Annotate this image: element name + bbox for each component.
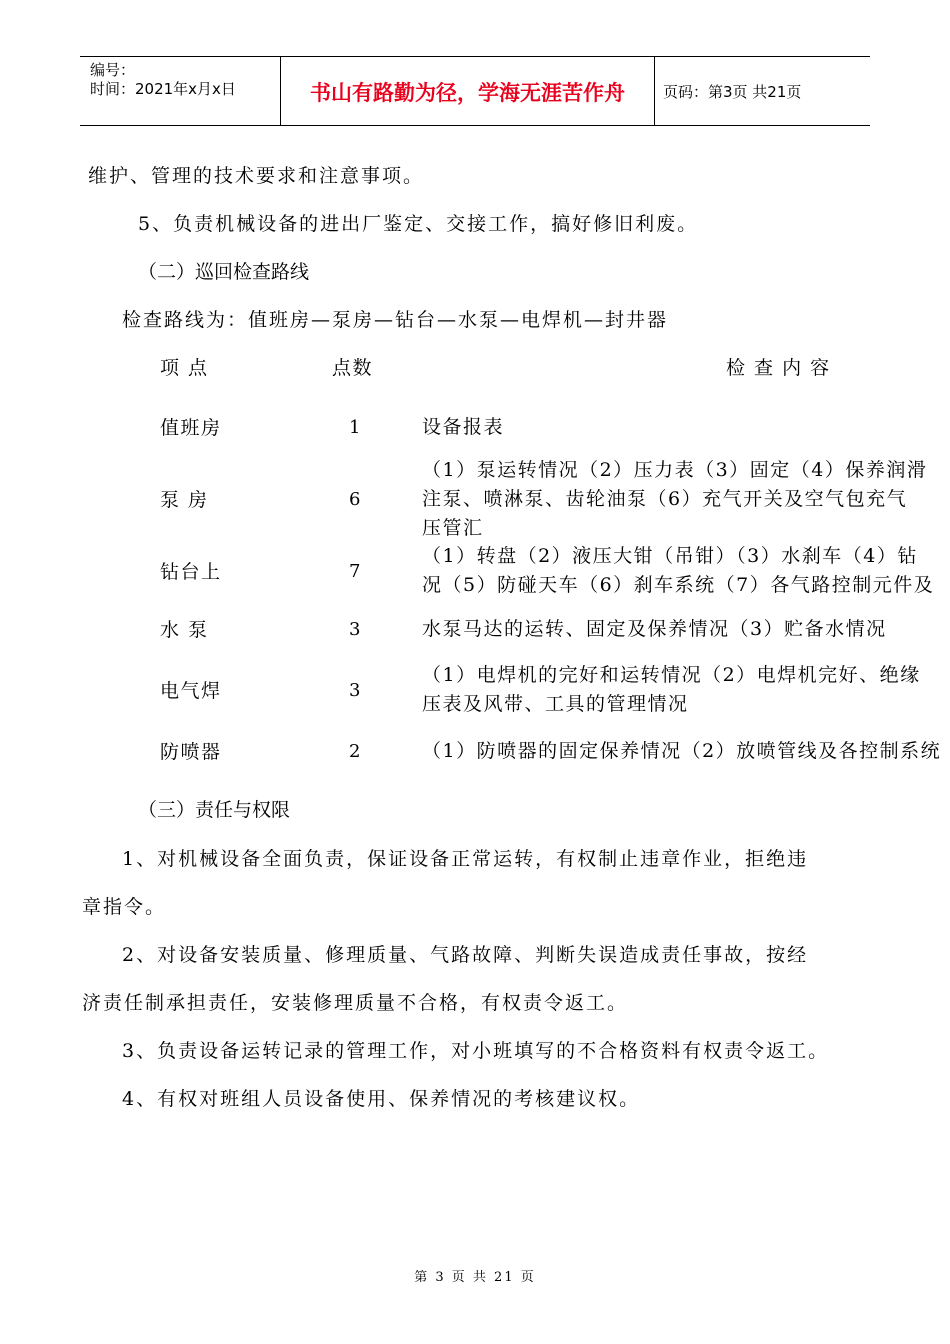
duty-item-5: 5、负责机械设备的进出厂鉴定、交接工作，搞好修旧利废。 [138,213,699,235]
responsibility-2-line1: 2、对设备安装质量、修理质量、气路故障、判断失误造成责任事故，按经 [122,944,809,966]
table-header-item: 项 点 [160,357,209,379]
table-header-content: 检 查 内 容 [726,357,831,379]
paragraph-continuation: 维护、管理的技术要求和注意事项。 [88,165,425,187]
row-count: 7 [349,561,361,582]
row-content: （1）转盘（2）液压大钳（吊钳）（3）水刹车（4）钻 况（5）防碰天车（6）刹车系统（7）各气路控制元件及 [422,545,935,596]
inspection-route-text: 检查路线为：值班房—泵房—钻台—水泵—电焊机—封井器 [122,309,669,331]
section-heading-responsibility: （三）责任与权限 [138,799,291,821]
row-count: 1 [349,417,361,438]
row-count: 3 [349,680,361,701]
header-page-cell [655,57,870,125]
row-item: 泵 房 [160,489,209,511]
responsibility-4: 4、有权对班组人员设备使用、保养情况的考核建议权。 [122,1088,641,1110]
responsibility-1-line2: 章指令。 [82,896,167,918]
header-meta-cell [80,57,281,125]
row-content: 水泵马达的运转、固定及保养情况（3）贮备水情况 [422,618,887,640]
row-item: 防喷器 [160,741,222,763]
responsibility-3: 3、负责设备运转记录的管理工作，对小班填写的不合格资料有权责令返工。 [122,1040,830,1062]
row-item: 钻台上 [160,561,222,583]
responsibility-1-line1: 1、对机械设备全面负责，保证设备正常运转，有权制止违章作业，拒绝违 [122,848,809,870]
row-content: （1）电焊机的完好和运转情况（2）电焊机完好、绝缘 压表及风带、工具的管理情况 [422,664,921,715]
row-item: 水 泵 [160,619,209,641]
page-header [80,56,870,126]
row-content: （1）泵运转情况（2）压力表（3）固定（4）保养润滑 注泵、喷淋泵、齿轮油泵（6）充气开关及空气包充气 压管汇 [422,459,928,539]
row-count: 2 [349,741,361,762]
document-number-label: 编号： [90,61,136,79]
row-item: 值班房 [160,417,222,439]
header-motto: 书山有路勤为径，学海无涯苦作舟 [310,81,625,105]
document-time-label: 时间：2021年x月x日 [90,80,236,98]
row-count: 3 [349,619,361,640]
row-item: 电气焊 [160,680,222,702]
responsibility-2-line2: 济责任制承担责任，安装修理质量不合格，有权责令返工。 [82,992,629,1014]
row-content: 设备报表 [422,416,505,438]
section-heading-inspection-route: （二）巡回检查路线 [138,261,310,283]
header-page-code: 页码：第3页 共21页 [663,83,802,101]
row-count: 6 [349,489,361,510]
row-content: （1）防喷器的固定保养情况（2）放喷管线及各控制系统 [422,740,942,762]
page-footer: 第 3 页 共 21 页 [414,1270,536,1285]
header-motto-cell [281,57,655,125]
table-header-count: 点数 [332,357,374,379]
